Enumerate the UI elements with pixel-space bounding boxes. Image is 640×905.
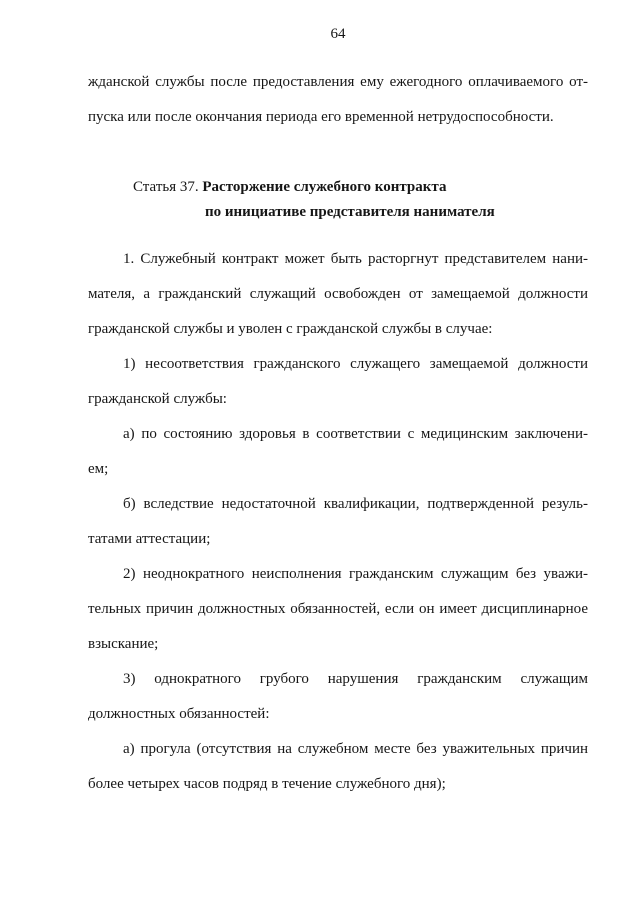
text-line: гражданской службы:	[88, 391, 227, 407]
text-line: взыскание;	[88, 636, 159, 652]
text-line: жданской службы после предоставления ему ежегодного оплачиваемого от-	[88, 74, 588, 90]
paragraph-item-2	[88, 557, 588, 662]
text-line: ем;	[88, 461, 109, 477]
article-number-label: Статья 37.	[133, 179, 199, 195]
paragraph-item-1a	[88, 417, 588, 487]
page-content	[88, 65, 588, 802]
text-line: мателя, а гражданский служащий освобожден от замещаемой должности	[88, 286, 588, 302]
paragraph-item-1	[88, 347, 588, 417]
text-line: 1) несоответствия гражданского служащего замещаемой должности	[123, 356, 588, 372]
text-line: 3) однократного грубого нарушения гражданским служащим	[123, 671, 588, 687]
text-line: татами аттестации;	[88, 531, 211, 547]
paragraph-clause-1	[88, 242, 588, 347]
text-line: а) прогула (отсутствия на служебном месте без уважительных причин	[123, 741, 588, 757]
text-line: гражданской службы и уволен с гражданской службы в случае:	[88, 321, 493, 337]
article-heading	[88, 175, 588, 225]
article-title-line-1: Расторжение служебного контракта	[202, 179, 447, 195]
text-line: должностных обязанностей:	[88, 706, 270, 722]
paragraph-item-3	[88, 662, 588, 732]
text-line: пуска или после окончания периода его временной нетрудоспособности.	[88, 109, 554, 125]
page-number: 64	[330, 26, 346, 42]
paragraph-continuation	[88, 65, 588, 135]
paragraph-item-1b	[88, 487, 588, 557]
article-title-line-2: по инициативе представителя нанимателя	[205, 204, 495, 220]
text-line: б) вследствие недостаточной квалификации, подтвержденной резуль-	[123, 496, 588, 512]
text-line: более четырех часов подряд в течение служебного дня);	[88, 776, 446, 792]
paragraph-item-3a	[88, 732, 588, 802]
text-line: а) по состоянию здоровья в соответствии с медицинским заключени-	[123, 426, 588, 442]
text-line: 1. Служебный контракт может быть расторгнут представителем нани-	[123, 251, 588, 267]
text-line: 2) неоднократного неисполнения гражданским служащим без уважи-	[123, 566, 588, 582]
text-line: тельных причин должностных обязанностей, если он имеет дисциплинарное	[88, 601, 588, 617]
